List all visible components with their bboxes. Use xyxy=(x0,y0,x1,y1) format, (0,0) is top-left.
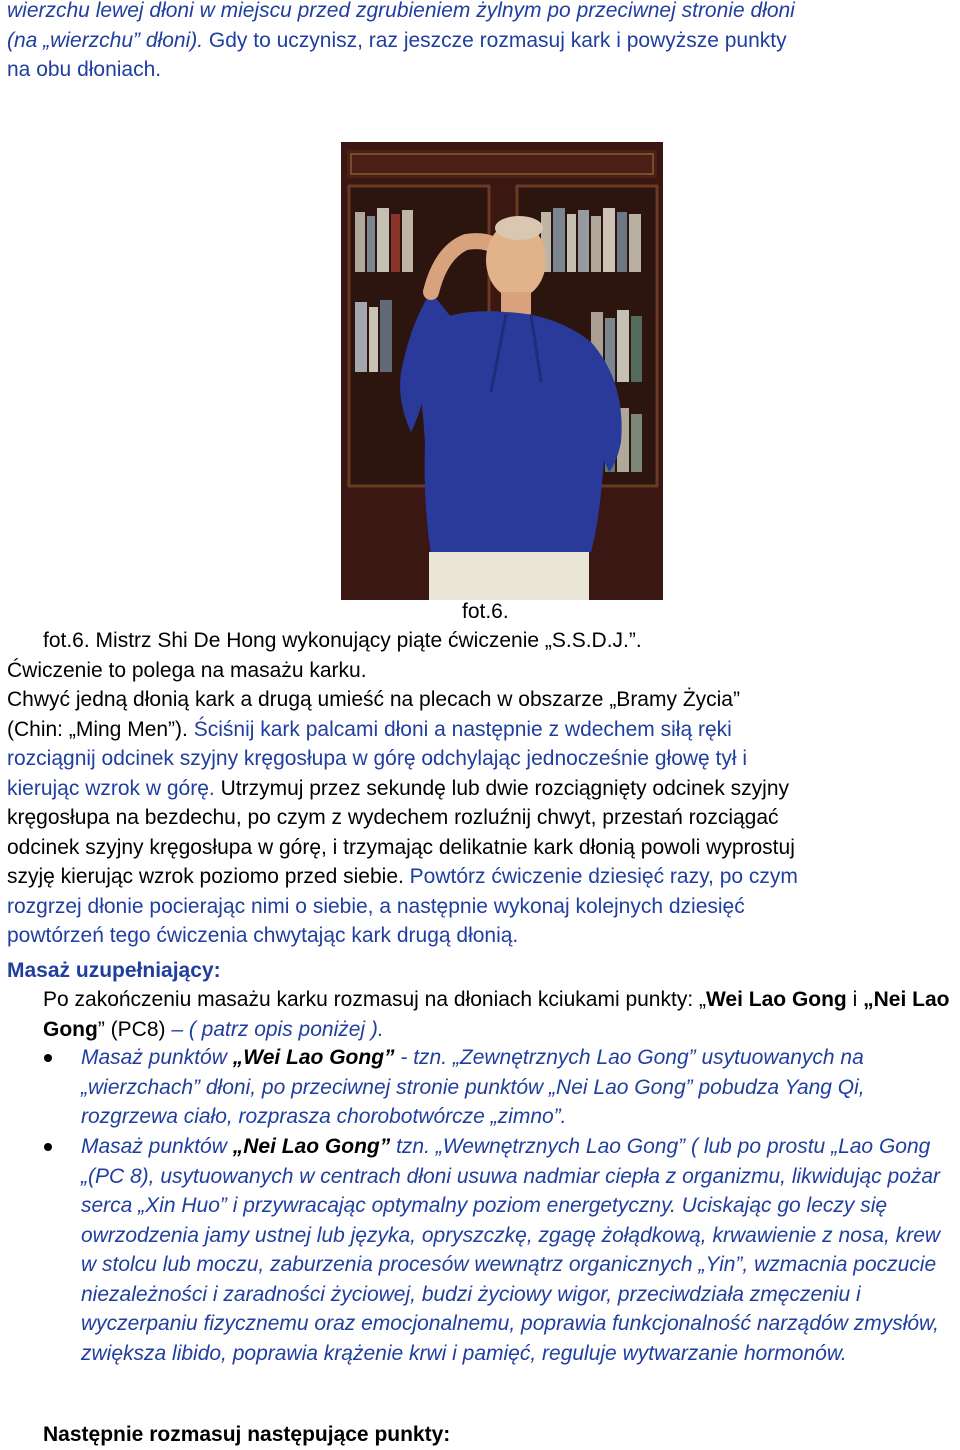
caption-line-6: kierując wzrok w górę. xyxy=(7,776,215,800)
man-massaging-neck-icon xyxy=(341,142,663,600)
caption-line-2: Ćwiczenie to polega na masażu karku. xyxy=(7,658,367,682)
bullet-icon xyxy=(44,1054,52,1062)
bullet2-lead: Masaż punktów xyxy=(81,1135,233,1158)
intro-paragraph xyxy=(7,0,957,85)
next-heading: Następnie rozmasuj następujące punkty: xyxy=(43,1423,451,1446)
bullet1-lead: Masaż punktów xyxy=(81,1046,233,1069)
intro-line-2: (na „wierzchu” dłoni). xyxy=(7,28,204,52)
caption-line-10: rozgrzej dłonie pocierając nimi o siebie, a następnie wykonaj kolejnych dziesięć xyxy=(7,894,745,918)
intro-pc8: ” (PC8) xyxy=(97,1017,172,1041)
massage-intro xyxy=(43,985,953,1044)
caption-line-8: odcinek szyjny kręgosłupa w górę, i trzymając delikatnie kark dłonią powoli wyprostuj xyxy=(7,835,795,859)
bullet1-text: - tzn. „Zewnętrznych Lao Gong” usytuowanych na „wierzchach” dłoni, po przeciwnej stronie punktów „Nei Lao Gong” pobudza Yang Qi, rozgrzewa ciało, rozprasza chorobotwórcze „zimno”. xyxy=(81,1046,865,1128)
list-item xyxy=(0,1043,960,1132)
caption-line-3: Chwyć jedną dłonią kark a drugą umieść na plecach w obszarze „Bramy Życia” xyxy=(7,688,740,711)
bullet2-point: „Nei Lao Gong” xyxy=(232,1135,391,1158)
caption-line-7: kręgosłupa na bezdechu, po czym z wydechem rozluźnij chwyt, przestań rozciągać xyxy=(7,806,779,829)
exercise-description xyxy=(7,626,957,951)
intro-line-1: wierzchu lewej dłoni w miejscu przed zgrubieniem żylnym po przeciwnej stronie dłoni xyxy=(7,0,795,22)
intro-line-3: na obu dłoniach. xyxy=(7,58,162,81)
caption-line-9b: Powtórz ćwiczenie dziesięć razy, po czym xyxy=(409,865,798,888)
caption-line-11: powtórzeń tego ćwiczenia chwytając kark drugą dłonią. xyxy=(7,924,519,947)
caption-line-5: rozciągnij odcinek szyjny kręgosłupa w górę odchylając jednocześnie głowę tył i xyxy=(7,747,748,770)
point-wei-lao-gong: Wei Lao Gong xyxy=(705,988,847,1011)
photo-caption-short: fot.6. xyxy=(462,600,509,623)
caption-line-4b: Ściśnij kark palcami dłoni a następnie z wdechem siłą ręki xyxy=(193,717,732,741)
caption-line-6b: Utrzymuj przez sekundę lub dwie rozciągnięty odcinek szyjny xyxy=(220,776,789,800)
caption-line-9: szyję kierując wzrok poziomo przed siebie. xyxy=(7,865,404,888)
massage-heading: Masaż uzupełniający: xyxy=(7,959,221,982)
bullet-icon xyxy=(44,1143,52,1151)
intro-connector: i xyxy=(846,988,864,1011)
intro-see-below: – ( patrz opis poniżej ). xyxy=(171,1017,384,1041)
bullet2-text: tzn. „Wewnętrznych Lao Gong” ( lub po prostu „Lao Gong „(PC 8), usytuowanych w centrach dłoni usuwa nadmiar ciepła z organizmu, likwidując pożar serca „Xin Huo” i przywracając optymalny poziom energetyczny. Uciskając go leczy się owrzodzenia jamy ustnej lub języka, opryszczkę, zgagę żołądkową, krwawienie z nosa, krew w stolcu lub moczu, zaburzenia procesów wewnątrz organicznych „Yin”, wzmacnia poczucie niezależności i zaradności życiowej, budzi życiowy wigor, przeciwdziała zmęczeniu i wyczerpaniu fizycznemu oraz emocjonalnemu, poprawia funkcjonalność narządów zmysłów, zwiększa libido, poprawia krążenie krwi i pamięć, reguluje wytwarzanie hormonów. xyxy=(81,1135,941,1365)
intro-line-2b: Gdy to uczynisz, raz jeszcze rozmasuj kark i powyższe punkty xyxy=(208,28,787,52)
intro-quote: „ xyxy=(698,988,706,1011)
bullet-list-2 xyxy=(0,1132,960,1368)
bullet-list-1 xyxy=(0,1043,960,1132)
exercise-photo xyxy=(341,142,663,600)
caption-full: fot.6. Mistrz Shi De Hong wykonujący piąte ćwiczenie „S.S.D.J.”. xyxy=(43,629,642,652)
massage-intro-text: Po zakończeniu masażu karku rozmasuj na dłoniach kciukami punkty: xyxy=(43,988,699,1011)
point-nei-lao-gong: „Nei Lao Gong xyxy=(43,988,950,1041)
list-item xyxy=(0,1132,960,1368)
caption-line-4: (Chin: „Ming Men”). xyxy=(7,717,188,741)
bullet1-point: „Wei Lao Gong” xyxy=(232,1046,395,1069)
